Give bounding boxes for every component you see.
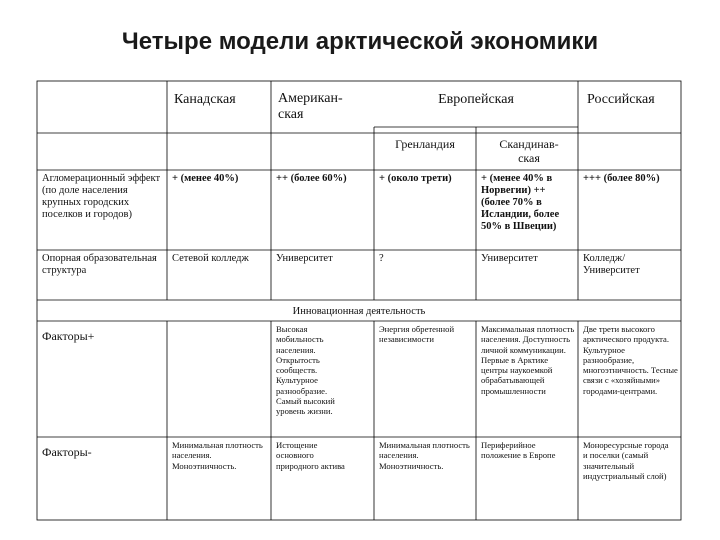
factors-minus-scandinavian: Периферийное положение в Европе: [481, 440, 556, 461]
header-canadian: Канадская: [174, 92, 236, 107]
agglomeration-greenland: + (около трети): [379, 173, 452, 184]
factors-plus-canadian: [169, 323, 271, 325]
row-label-factors-plus: Факторы+: [42, 329, 95, 343]
page-title: Четыре модели арктической экономики: [121, 28, 599, 55]
factors-minus-american: Истощение основного природного актива: [276, 440, 345, 471]
row-label-education: Опорная образовательная структура: [42, 253, 157, 276]
factors-plus-scandinavian: Максимальная плотность населения. Доступность личной коммуникации. Первые в Арктике центры наукоемкой обрабатывающей промышленности: [481, 324, 575, 396]
education-canadian: Сетевой колледж: [172, 253, 249, 264]
factors-minus-canadian: Минимальная плотность населения. Моноэтничность.: [172, 440, 263, 471]
education-russian: Колледж/ Университет: [583, 253, 640, 276]
education-scandinavian: Университет: [481, 253, 538, 264]
row-label-factors-minus: Факторы-: [42, 445, 92, 459]
education-greenland: ?: [379, 253, 384, 264]
factors-plus-russian: Две трети высокого арктического продукта. Культурное разнообразие, многоэтничность. Тесные связи с «хозяйными» городами-центрами.: [583, 324, 678, 396]
agglomeration-american: ++ (более 60%): [276, 173, 347, 184]
factors-plus-american: Высокая мобильность населения. Открытость сообществ. Культурное разнообразие. Самый высокий уровень жизни.: [276, 324, 335, 417]
header-american: Американ-ская: [278, 91, 343, 122]
agglomeration-russian: +++ (более 80%): [583, 173, 660, 184]
agglomeration-scandinavian: + (менее 40% в Норвегии) ++ (более 70% в Исландии, более 50% в Швеции): [481, 173, 560, 232]
factors-minus-greenland: Минимальная плотность населения. Моноэтничность.: [379, 440, 470, 471]
header-greenland: Гренландия: [395, 137, 455, 151]
header-scandinavian: Скандинав-ская: [499, 137, 559, 165]
innovation-header: Инновационная деятельность: [292, 306, 426, 317]
education-american: Университет: [276, 253, 333, 264]
header-european: Европейская: [438, 92, 514, 107]
header-russian: Российская: [587, 92, 655, 107]
factors-plus-greenland: Энергия обретенной независимости: [379, 324, 455, 345]
agglomeration-canadian: + (менее 40%): [172, 173, 239, 184]
row-label-agglomeration: Агломерационный эффект (по доле населения крупных городских поселков и городов): [42, 173, 161, 220]
factors-minus-russian: Моноресурсные города и поселки (самый значительный индустриальный слой): [583, 440, 669, 481]
